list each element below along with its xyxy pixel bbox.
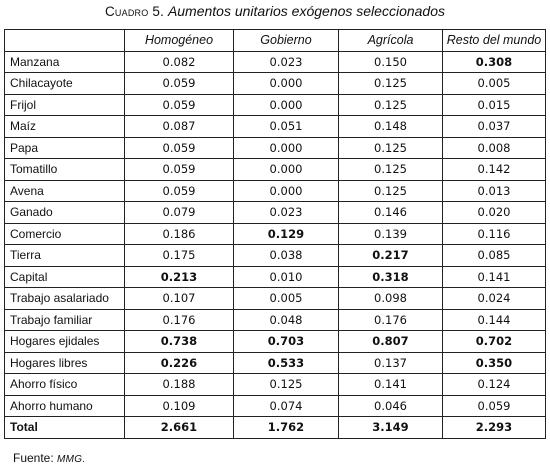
source-label: Fuente: (13, 451, 54, 465)
table-row (5, 202, 546, 224)
value-cell: 0.144 (443, 309, 546, 331)
source-note (13, 451, 85, 467)
row-label: Comercio (5, 223, 125, 245)
value-cell: 0.807 (339, 331, 443, 353)
value-cell: 0.350 (443, 352, 546, 374)
table-row (5, 288, 546, 310)
table-row (5, 94, 546, 116)
value-cell: 0.125 (339, 73, 443, 95)
value-cell: 0.023 (234, 51, 339, 73)
value-cell: 0.125 (339, 180, 443, 202)
value-cell: 0.098 (339, 288, 443, 310)
row-label: Ahorro humano (5, 395, 125, 417)
row-label: Chilacayote (5, 73, 125, 95)
value-cell: 0.059 (125, 180, 234, 202)
row-label: Trabajo asalariado (5, 288, 125, 310)
value-cell: 0.186 (125, 223, 234, 245)
value-cell: 0.188 (125, 374, 234, 396)
table-row (5, 73, 546, 95)
value-cell: 0.107 (125, 288, 234, 310)
column-header: Agrícola (339, 30, 443, 52)
value-cell: 0.059 (125, 94, 234, 116)
table-row (5, 374, 546, 396)
total-row (5, 417, 546, 439)
value-cell: 0.013 (443, 180, 546, 202)
value-cell: 0.059 (443, 395, 546, 417)
value-cell: 0.142 (443, 159, 546, 181)
value-cell: 0.125 (339, 137, 443, 159)
row-label: Manzana (5, 51, 125, 73)
value-cell: 0.051 (234, 116, 339, 138)
value-cell: 0.037 (443, 116, 546, 138)
value-cell: 0.000 (234, 137, 339, 159)
value-cell: 0.226 (125, 352, 234, 374)
table-body (5, 51, 546, 438)
value-cell: 0.213 (125, 266, 234, 288)
row-label: Maíz (5, 116, 125, 138)
table-row (5, 245, 546, 267)
value-cell: 0.116 (443, 223, 546, 245)
value-cell: 0.082 (125, 51, 234, 73)
row-label: Capital (5, 266, 125, 288)
table-row (5, 180, 546, 202)
value-cell: 0.125 (234, 374, 339, 396)
value-cell: 0.000 (234, 94, 339, 116)
value-cell: 0.000 (234, 159, 339, 181)
value-cell: 0.085 (443, 245, 546, 267)
value-cell: 0.141 (339, 374, 443, 396)
value-cell: 0.702 (443, 331, 546, 353)
value-cell: 0.176 (125, 309, 234, 331)
column-header: Resto del mundo (443, 30, 546, 52)
value-cell: 0.038 (234, 245, 339, 267)
table-row (5, 395, 546, 417)
data-table (4, 29, 546, 439)
table-row (5, 116, 546, 138)
row-label: Frijol (5, 94, 125, 116)
value-cell: 0.020 (443, 202, 546, 224)
row-label: Avena (5, 180, 125, 202)
value-cell: 0.074 (234, 395, 339, 417)
value-cell: 0.000 (234, 73, 339, 95)
value-cell: 0.024 (443, 288, 546, 310)
table-row (5, 352, 546, 374)
table-row (5, 137, 546, 159)
value-cell: 0.109 (125, 395, 234, 417)
row-label: Ahorro físico (5, 374, 125, 396)
value-cell: 0.738 (125, 331, 234, 353)
value-cell: 0.124 (443, 374, 546, 396)
row-label: Papa (5, 137, 125, 159)
row-label: Tierra (5, 245, 125, 267)
value-cell: 0.079 (125, 202, 234, 224)
value-cell: 0.000 (234, 180, 339, 202)
table-row (5, 331, 546, 353)
table-row (5, 159, 546, 181)
value-cell: 1.762 (234, 417, 339, 439)
table-caption (0, 2, 550, 21)
column-header (5, 30, 125, 52)
value-cell: 0.023 (234, 202, 339, 224)
value-cell: 0.139 (339, 223, 443, 245)
table-row (5, 266, 546, 288)
value-cell: 0.087 (125, 116, 234, 138)
value-cell: 0.059 (125, 73, 234, 95)
value-cell: 0.150 (339, 51, 443, 73)
column-header: Gobierno (234, 30, 339, 52)
value-cell: 0.137 (339, 352, 443, 374)
value-cell: 0.008 (443, 137, 546, 159)
value-cell: 0.141 (443, 266, 546, 288)
value-cell: 0.129 (234, 223, 339, 245)
value-cell: 0.048 (234, 309, 339, 331)
value-cell: 0.125 (339, 94, 443, 116)
row-label: Trabajo familiar (5, 309, 125, 331)
value-cell: 0.703 (234, 331, 339, 353)
table-row (5, 309, 546, 331)
table-row (5, 223, 546, 245)
value-cell: 0.175 (125, 245, 234, 267)
value-cell: 0.308 (443, 51, 546, 73)
value-cell: 2.661 (125, 417, 234, 439)
caption-title: Aumentos unitarios exógenos seleccionados (167, 3, 445, 19)
value-cell: 0.533 (234, 352, 339, 374)
value-cell: 0.046 (339, 395, 443, 417)
row-label: Tomatillo (5, 159, 125, 181)
row-label: Hogares libres (5, 352, 125, 374)
header-row (5, 30, 546, 52)
value-cell: 3.149 (339, 417, 443, 439)
value-cell: 0.148 (339, 116, 443, 138)
row-label: Ganado (5, 202, 125, 224)
value-cell: 0.059 (125, 159, 234, 181)
value-cell: 0.146 (339, 202, 443, 224)
value-cell: 0.005 (234, 288, 339, 310)
row-label: Total (5, 417, 125, 439)
column-header: Homogéneo (125, 30, 234, 52)
source-org: MMG. (57, 454, 86, 465)
caption-label: Cuadro 5. (104, 4, 165, 19)
table-row (5, 51, 546, 73)
value-cell: 0.005 (443, 73, 546, 95)
value-cell: 0.318 (339, 266, 443, 288)
row-label: Hogares ejidales (5, 331, 125, 353)
value-cell: 0.217 (339, 245, 443, 267)
value-cell: 0.125 (339, 159, 443, 181)
value-cell: 0.059 (125, 137, 234, 159)
value-cell: 0.015 (443, 94, 546, 116)
value-cell: 0.176 (339, 309, 443, 331)
value-cell: 2.293 (443, 417, 546, 439)
value-cell: 0.010 (234, 266, 339, 288)
